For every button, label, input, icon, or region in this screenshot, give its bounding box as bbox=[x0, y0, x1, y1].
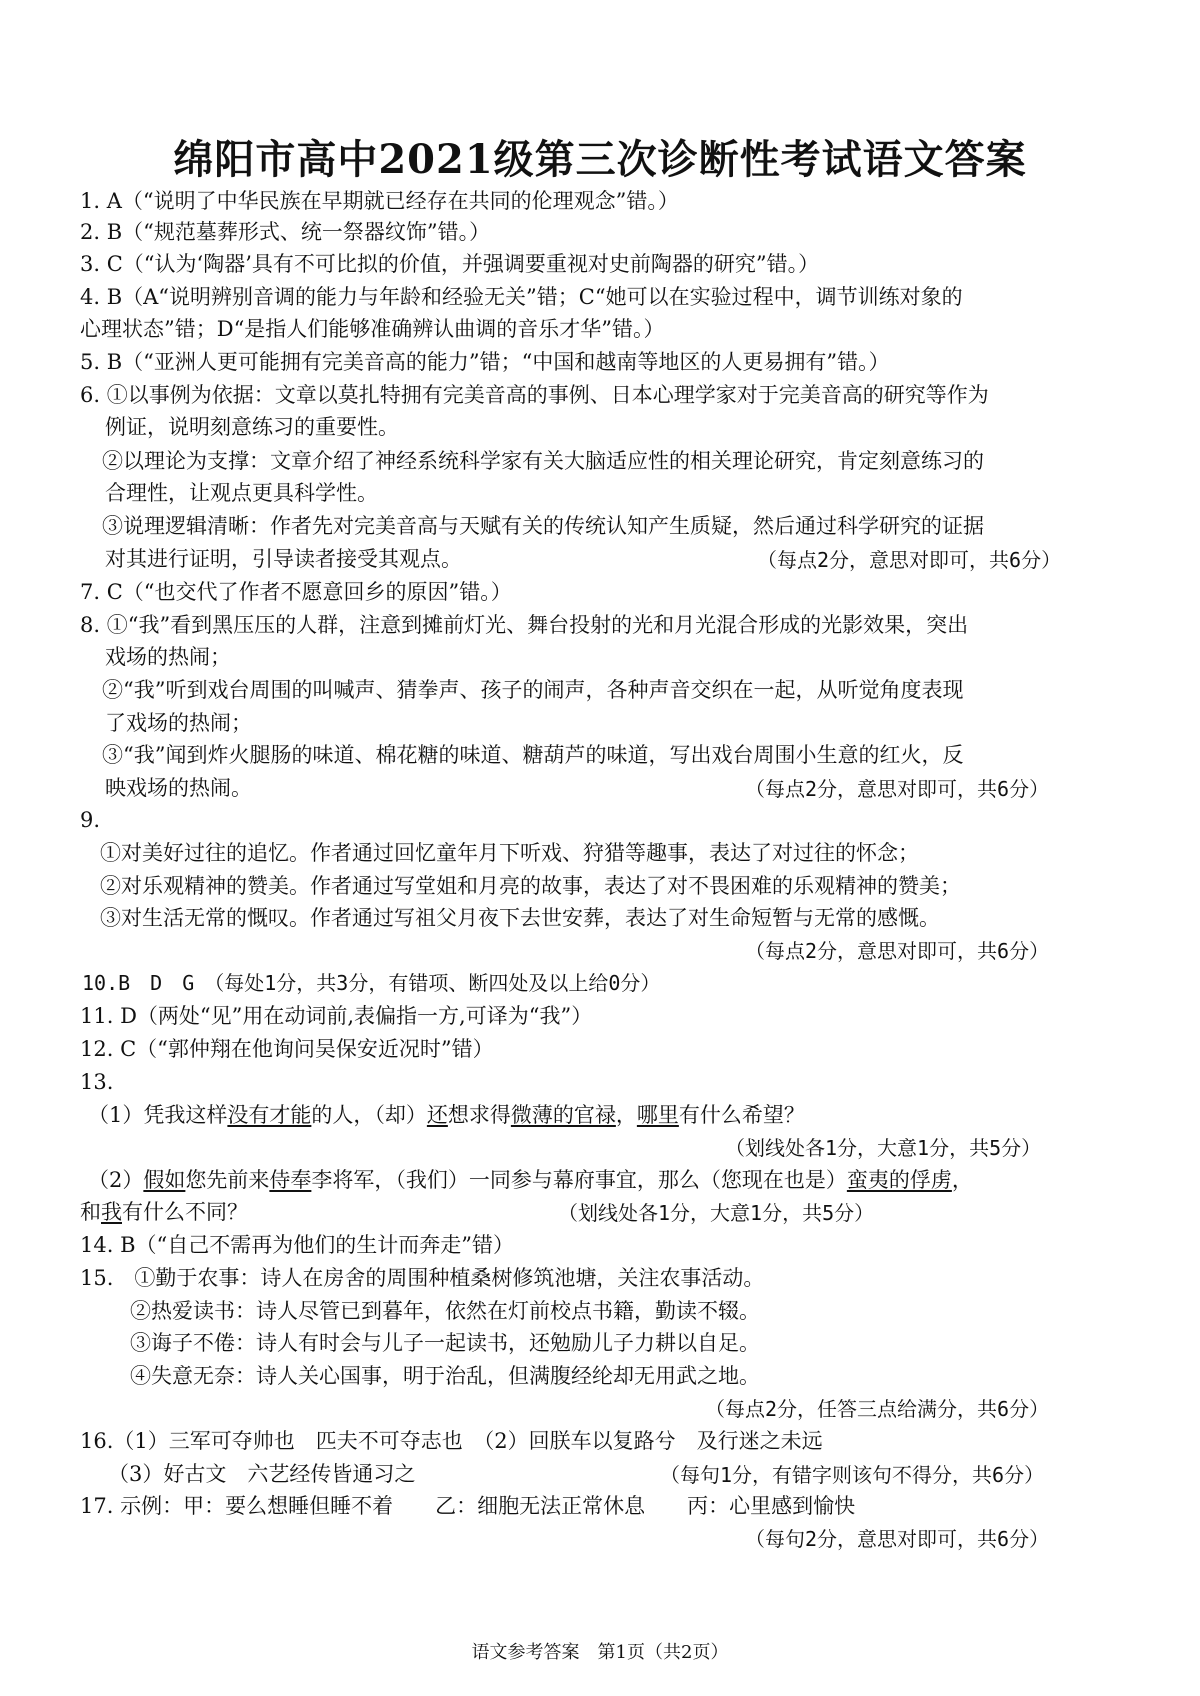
answer-13-1-score-note: （划线处各1分，大意1分，共5分） bbox=[725, 1136, 1042, 1160]
answer-13-translation-1 bbox=[88, 1101, 805, 1129]
answer-9-point-1: ①对美好过往的追忆。作者通过回忆童年月下听戏、狩猎等趣事，表达了对过往的怀念； bbox=[100, 841, 919, 865]
answer-15-point-3: ③诲子不倦：诗人有时会与儿子一起读书，还勉励儿子力耕以自足。 bbox=[130, 1331, 760, 1355]
answer-6-score-note: （每点2分，意思对即可，共6分） bbox=[757, 548, 1062, 572]
answer-8-point-2-line-1: ②“我”听到戏台周围的叫喊声、猜拳声、孩子的闹声，各种声音交织在一起，从听觉角度表现 bbox=[102, 678, 964, 702]
underlined-phrase: 没有才能 bbox=[227, 1103, 312, 1127]
answer-9-score-note: （每点2分，意思对即可，共6分） bbox=[745, 939, 1050, 963]
answer-12: 12. C（“郭仲翔在他询问吴保安近况时”错） bbox=[80, 1037, 494, 1061]
underlined-phrase: 微薄的官禄 bbox=[510, 1103, 616, 1127]
answer-8-score-note: （每点2分，意思对即可，共6分） bbox=[745, 777, 1050, 801]
underlined-phrase: 侍奉 bbox=[269, 1168, 312, 1192]
answer-13: 13. bbox=[80, 1070, 114, 1094]
translation-text: 有什么希望？ bbox=[678, 1103, 805, 1127]
answer-9-point-3: ③对生活无常的慨叹。作者通过写祖父月夜下去世安葬，表达了对生命短暂与无常的感慨。 bbox=[100, 906, 940, 930]
answer-6-point-3-line-2: 对其进行证明，引导读者接受其观点。 bbox=[105, 547, 462, 571]
underlined-phrase: 哪里 bbox=[636, 1103, 679, 1127]
underlined-phrase: 假如 bbox=[143, 1168, 186, 1192]
answer-8-point-2-line-2: 了戏场的热闹； bbox=[105, 711, 252, 735]
translation-text: ， bbox=[615, 1103, 637, 1127]
answer-9-point-2: ②对乐观精神的赞美。作者通过写堂姐和月亮的故事，表达了对不畏困难的乐观精神的赞美； bbox=[100, 874, 961, 898]
answer-8-point-1-line-2: 戏场的热闹； bbox=[105, 645, 231, 669]
answer-11: 11. D（两处“见”用在动词前,表偏指一方,可译为“我”） bbox=[80, 1004, 593, 1028]
answer-6-point-2-line-1: ②以理论为支撑：文章介绍了神经系统科学家有关大脑适应性的相关理论研究，肯定刻意练习的 bbox=[102, 449, 984, 473]
translation-text: ， bbox=[951, 1168, 973, 1192]
answer-5: 5. B（“亚洲人更可能拥有完美音高的能力”错；“中国和越南等地区的人更易拥有”错。） bbox=[80, 350, 890, 374]
answer-7: 7. C（“也交代了作者不愿意回乡的原因”错。） bbox=[80, 580, 512, 604]
answer-1: 1. A（“说明了中华民族在早期就已经存在共同的伦理观念”错。） bbox=[80, 189, 679, 213]
answer-4-line-2: 心理状态”错；D“是指人们能够准确辨认曲调的音乐才华”错。） bbox=[80, 317, 665, 341]
answer-3: 3. C（“认为‘陶器’具有不可比拟的价值，并强调要重视对史前陶器的研究”错。） bbox=[80, 252, 820, 276]
translation-text: （2） bbox=[88, 1168, 144, 1192]
translation-text: 李将军，（我们）一同参与幕府事宜，那么（您现在也是） bbox=[311, 1168, 847, 1192]
answer-17: 17. 示例：甲：要么想睡但睡不着 乙：细胞无法正常休息 丙：心里感到愉快 bbox=[80, 1494, 856, 1518]
answer-13-translation-2-line-1 bbox=[88, 1166, 973, 1194]
answer-9: 9. bbox=[80, 808, 101, 832]
underlined-phrase: 蛮夷的俘虏 bbox=[846, 1168, 952, 1192]
answer-16-line-1: 16.（1）三军可夺帅也 匹夫不可夺志也 （2）回朕车以复路兮 及行迷之未远 bbox=[80, 1429, 823, 1453]
answer-16-line-2: （3）好古文 六艺经传皆通习之 bbox=[108, 1462, 416, 1486]
answer-10: 10.B D G （每处1分，共3分，有错项、断四处及以上给0分） bbox=[82, 971, 661, 995]
answer-15-score-note: （每点2分，任答三点给满分，共6分） bbox=[705, 1397, 1050, 1421]
answer-17-score-note: （每句2分，意思对即可，共6分） bbox=[745, 1527, 1050, 1551]
answer-4-line-1: 4. B（A“说明辨别音调的能力与年龄和经验无关”错；C“她可以在实验过程中，调节训练对象的 bbox=[80, 285, 963, 309]
answer-13-2-score-note: （划线处各1分，大意1分，共5分） bbox=[558, 1201, 875, 1225]
answer-6-point-1-line-2: 例证，说明刻意练习的重要性。 bbox=[105, 415, 399, 439]
answer-13-translation-2-line-2 bbox=[80, 1198, 248, 1226]
answer-15-point-2: ②热爱读书：诗人尽管已到暮年，依然在灯前校点书籍，勤读不辍。 bbox=[130, 1299, 760, 1323]
translation-text: 和 bbox=[80, 1200, 101, 1224]
answer-8-point-3-line-2: 映戏场的热闹。 bbox=[105, 776, 252, 800]
underlined-phrase: 我 bbox=[101, 1200, 122, 1224]
answer-15-point-1: 15. ①勤于农事：诗人在房舍的周围种植桑树修筑池塘，关注农事活动。 bbox=[80, 1266, 765, 1290]
answer-6-point-3-line-1: ③说理逻辑清晰：作者先对完美音高与天赋有关的传统认知产生质疑，然后通过科学研究的证据 bbox=[102, 514, 984, 538]
answer-15-point-4: ④失意无奈：诗人关心国事，明于治乱，但满腹经纶却无用武之地。 bbox=[130, 1364, 760, 1388]
underlined-phrase: 还 bbox=[426, 1103, 448, 1127]
translation-text: 想求得 bbox=[447, 1103, 511, 1127]
answer-6-point-2-line-2: 合理性，让观点更具科学性。 bbox=[105, 481, 378, 505]
page-footer: 语文参考答案 第1页（共2页） bbox=[471, 1642, 729, 1663]
answer-2: 2. B（“规范墓葬形式、统一祭器纹饰”错。） bbox=[80, 220, 491, 244]
page-title: 绵阳市高中2021级第三次诊断性考试语文答案 bbox=[173, 136, 1027, 183]
answer-6-point-1-line-1: 6. ①以事例为依据：文章以莫扎特拥有完美音高的事例、日本心理学家对于完美音高的研究等作为 bbox=[80, 383, 989, 407]
translation-text: 有什么不同？ bbox=[122, 1200, 248, 1224]
translation-text: 您先前来 bbox=[185, 1168, 270, 1192]
answer-8-point-1-line-1: 8. ①“我”看到黑压压的人群，注意到摊前灯光、舞台投射的光和月光混合形成的光影效果，突出 bbox=[80, 613, 969, 637]
answer-16-score-note: （每句1分，有错字则该句不得分，共6分） bbox=[660, 1463, 1045, 1487]
answer-14: 14. B（“自己不需再为他们的生计而奔走”错） bbox=[80, 1233, 514, 1257]
translation-text: 的人，（却） bbox=[311, 1103, 427, 1127]
answer-8-point-3-line-1: ③“我”闻到炸火腿肠的味道、棉花糖的味道、糖葫芦的味道，写出戏台周围小生意的红火，反 bbox=[102, 743, 964, 767]
translation-text: （1）凭我这样 bbox=[88, 1103, 228, 1127]
